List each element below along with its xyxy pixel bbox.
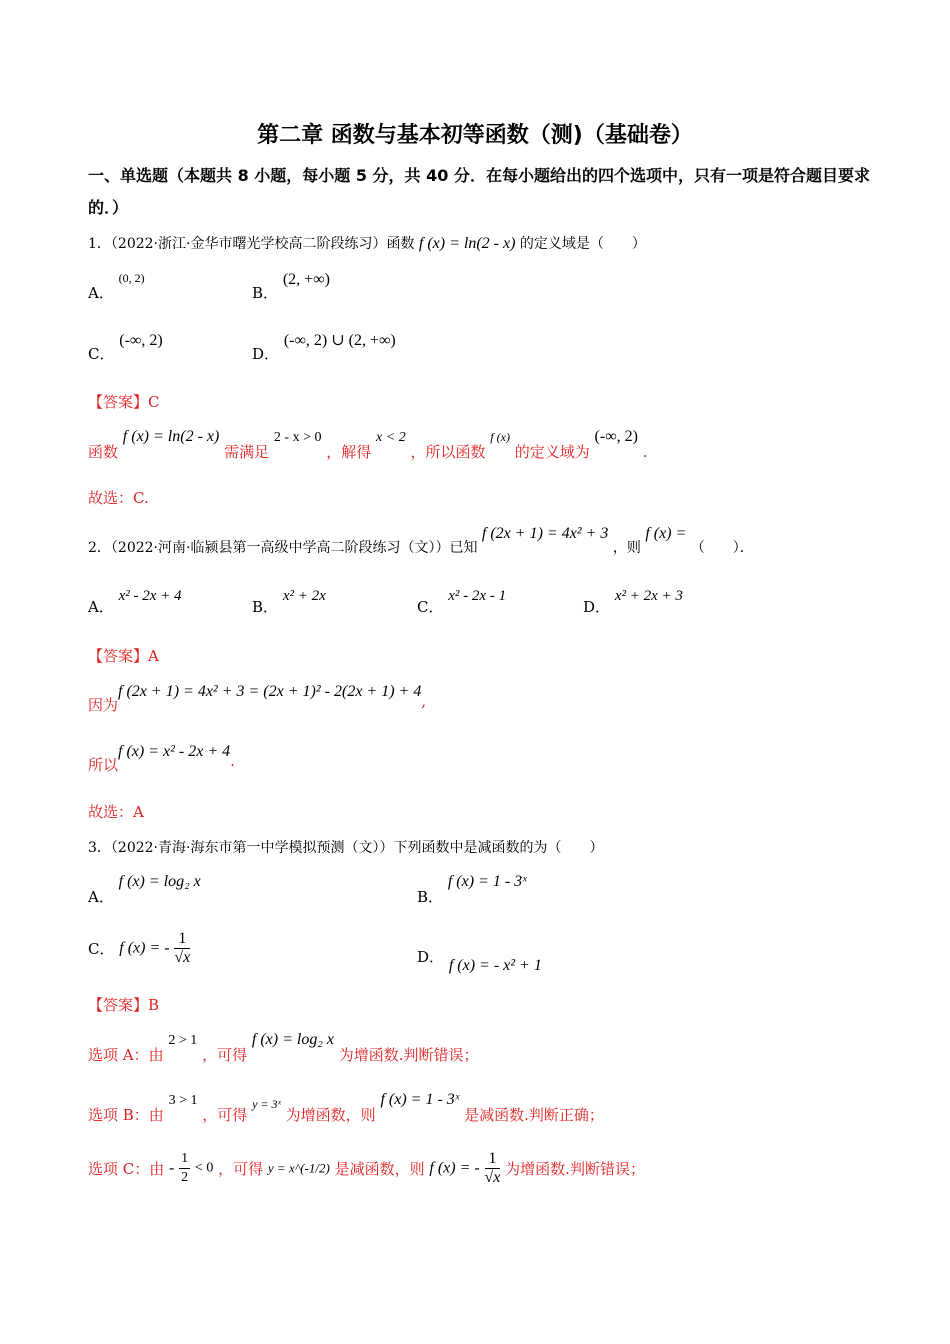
option-label: B． [252, 598, 279, 616]
option-label: B． [417, 888, 444, 906]
exp-text: 选项 A：由 [88, 1046, 164, 1064]
q1-option-c[interactable] [88, 332, 163, 364]
exp-math: - [169, 1159, 175, 1177]
q1-tail: 的定义域是（ ） [519, 236, 646, 252]
exp-text: ，所以函数 [410, 443, 486, 461]
q2-option-a[interactable] [88, 584, 182, 616]
option-label: C． [88, 940, 115, 958]
exp-text: ，可得 [202, 1046, 248, 1064]
option-value: f (x) = - x² + 1 [448, 957, 542, 974]
fraction [174, 930, 190, 967]
q2-expr: f (2x + 1) = 4x² + 3 [481, 525, 609, 542]
option-value: x² + 2x [282, 588, 326, 604]
q3-explanation-c [88, 1150, 645, 1187]
fraction [485, 1150, 501, 1187]
option-value: f (x) = - [119, 939, 170, 957]
q2-option-b[interactable] [252, 584, 326, 616]
q2-explanation-2 [88, 740, 235, 774]
option-value: (0, 2) [118, 271, 145, 285]
q2-choice: 故选：A [88, 803, 144, 821]
q3-option-d[interactable] [417, 946, 542, 974]
exp-text: ，可得 [202, 1106, 248, 1124]
fraction-numerator: 1 [485, 1150, 501, 1169]
fraction-denominator: √x [174, 949, 191, 966]
exp-math: f (x) [490, 430, 510, 444]
exp-text: 为增函数.判断错误； [505, 1160, 645, 1178]
q1-explanation [88, 425, 648, 461]
option-value: f (x) = 1 - 3ˣ [447, 873, 527, 890]
exp-math: f (2x + 1) = 4x² + 3 = (2x + 1)² - 2(2x + 1) + 4 [118, 683, 422, 700]
q1-number: 1． [88, 236, 111, 252]
q2-source: （2022·河南·临颍县第一高级中学高二阶段练习（文））已知 [110, 540, 478, 556]
option-label: A． [88, 598, 114, 616]
option-value: x² - 2x - 1 [448, 588, 507, 604]
q1-option-a[interactable] [88, 271, 145, 303]
q1-option-b[interactable] [252, 271, 330, 303]
exp-math: x < 2 [376, 430, 406, 445]
q2-number: 2． [88, 540, 111, 556]
option-label: C． [88, 345, 115, 363]
exp-math: f (x) = - [429, 1159, 480, 1177]
exp-text: 的定义域为 [514, 443, 590, 461]
q3-explanation-b [88, 1088, 604, 1124]
exp-math: < 0 [194, 1160, 214, 1176]
exp-math: (-∞, 2) [594, 428, 638, 445]
q1-stem [88, 233, 646, 253]
q2-mid: ，则 [612, 540, 641, 556]
q3-option-c[interactable] [88, 930, 190, 967]
option-value: (2, +∞) [282, 271, 330, 288]
exp-text: . [230, 752, 235, 770]
exp-text: 是减函数.判断正确； [464, 1106, 604, 1124]
exp-math: f (x) = 1 - 3ˣ [380, 1091, 460, 1108]
option-label: B． [252, 284, 279, 302]
q3-number: 3． [88, 840, 111, 856]
exp-text: , [421, 692, 427, 710]
q1-option-d[interactable] [252, 332, 396, 364]
exp-text: 因为 [88, 696, 119, 714]
exp-math: 2 > 1 [168, 1033, 198, 1048]
exp-text: 需满足 [224, 443, 270, 461]
exp-text: 选项 B：由 [88, 1106, 164, 1124]
q2-stem [88, 523, 754, 556]
exp-text: 所以 [88, 756, 119, 774]
q2-tail: （ ）． [690, 540, 754, 556]
option-value: (-∞, 2) ∪ (2, +∞) [283, 332, 396, 349]
option-value: x² - 2x + 4 [118, 588, 182, 604]
q2-expr2: f (x) = [645, 525, 687, 542]
option-label: A． [88, 888, 114, 906]
q3-answer: 【答案】B [88, 996, 160, 1014]
exp-text: 选项 C：由 [88, 1160, 165, 1178]
option-value: x² + 2x + 3 [614, 588, 683, 604]
fraction-numerator: 1 [174, 930, 190, 949]
q3-option-b[interactable] [417, 870, 527, 906]
exp-text: ，解得 [326, 443, 372, 461]
option-value: f (x) = log₂ x [118, 873, 201, 890]
exp-math: 2 - x > 0 [273, 430, 322, 445]
exp-text: 是减函数，则 [334, 1160, 425, 1178]
option-label: D． [417, 948, 445, 966]
q1-choice: 故选：C. [88, 489, 149, 507]
option-value: (-∞, 2) [119, 332, 163, 349]
q2-option-d[interactable] [583, 584, 683, 616]
option-label: D． [583, 598, 611, 616]
fraction-numerator: 1 [179, 1150, 190, 1169]
q2-answer: 【答案】A [88, 647, 159, 665]
option-label: C． [417, 598, 444, 616]
q1-answer: 【答案】C [88, 393, 160, 411]
exp-text: 函数 [88, 443, 119, 461]
option-label: A． [88, 284, 114, 302]
exp-text: 为增函数.判断错误； [338, 1046, 479, 1064]
exp-text: . [642, 443, 648, 461]
fraction-denominator: √x [484, 1169, 501, 1186]
exp-math: y = x^(-1/2) [267, 1160, 330, 1176]
exp-math: f (x) = log₂ x [251, 1031, 334, 1048]
exp-math: f (x) = ln(2 - x) [122, 428, 220, 445]
q2-explanation-1 [88, 680, 427, 714]
exp-text: 为增函数，则 [285, 1106, 376, 1124]
page-title: 第二章 函数与基本初等函数（测)（基础卷） [257, 123, 693, 148]
exp-math: 3 > 1 [168, 1093, 198, 1108]
section-heading: 一、单选题（本题共 8 小题，每小题 5 分，共 40 分．在每小题给出的四个选项中，只有一项是符合题目要求的．） [88, 166, 870, 217]
exp-math: y = 3ˣ [252, 1097, 281, 1111]
q3-explanation-a [88, 1028, 479, 1064]
exp-text: ，可得 [218, 1160, 264, 1178]
q2-option-c[interactable] [417, 584, 507, 616]
q1-source: （2022·浙江·金华市曙光学校高二阶段练习）函数 [110, 236, 415, 252]
option-label: D． [252, 345, 280, 363]
fraction [179, 1150, 190, 1187]
q1-expr: f (x) = ln(2 - x) [418, 235, 516, 252]
fraction-denominator: 2 [181, 1170, 189, 1185]
exp-math: f (x) = x² - 2x + 4 [118, 743, 231, 760]
q3-stem [88, 837, 603, 857]
q3-source: （2022·青海·海东市第一中学模拟预测（文））下列函数中是减函数的为（ ） [110, 840, 604, 856]
q3-option-a[interactable] [88, 870, 201, 906]
